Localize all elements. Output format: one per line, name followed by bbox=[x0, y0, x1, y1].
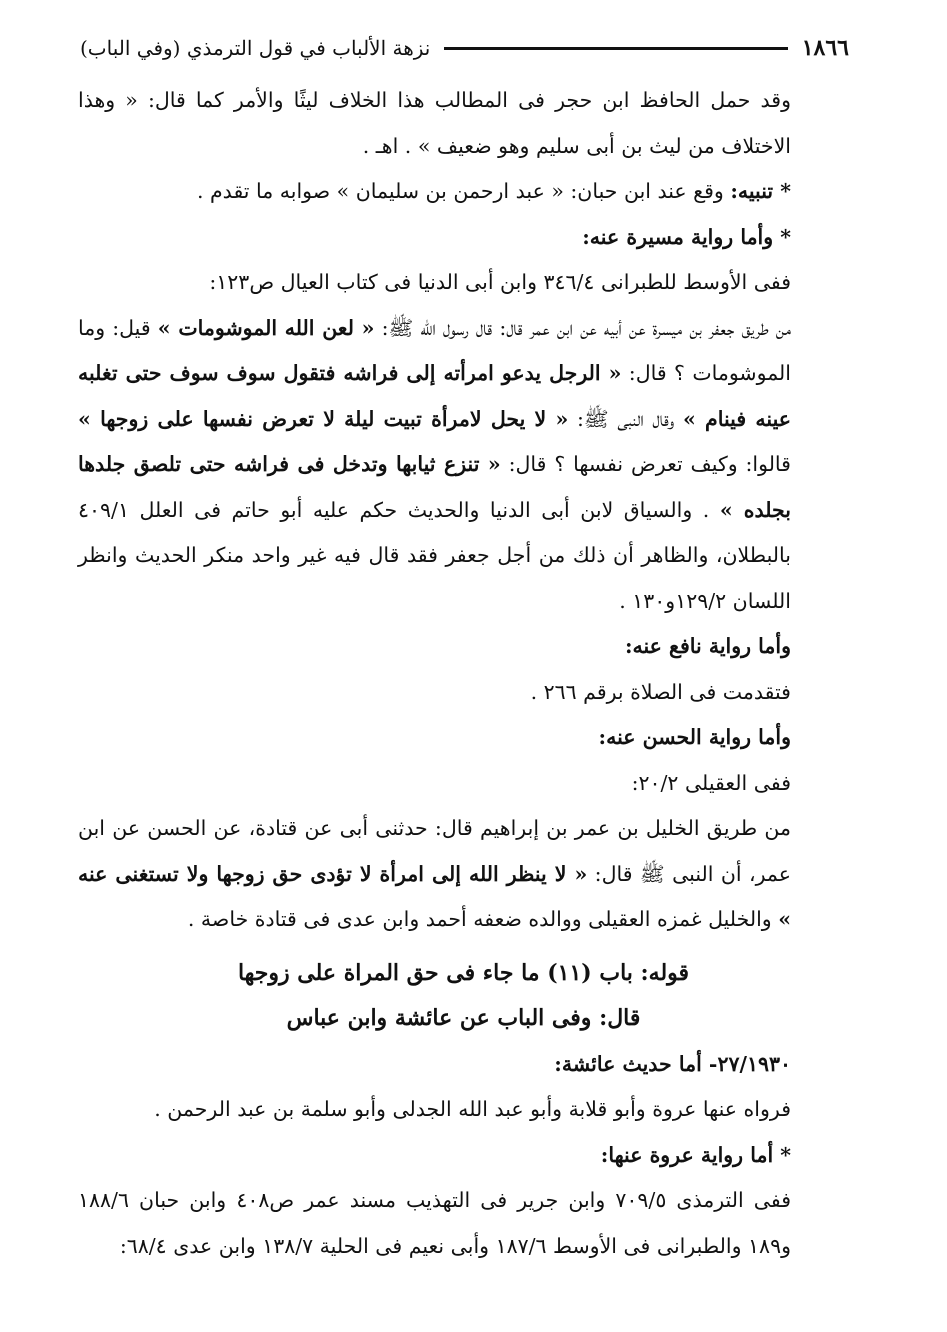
hadith-quote: « لعن الله الموشومات » bbox=[157, 315, 375, 340]
page-number: ١٨٦٦ bbox=[801, 35, 849, 61]
hadith-quote: « لا يحل لامرأة تبيت ليلة لا تعرض نفسها على زوجها » bbox=[78, 406, 569, 431]
subheading: * أما رواية عروة عنها: bbox=[600, 1142, 791, 1167]
chapter-subheading: قال: وفى الباب عن عائشة وابن عباس bbox=[286, 1005, 641, 1031]
note-label: * تنبيه: bbox=[730, 179, 791, 203]
hadith-quote: « الرجل يدعو امرأته إلى فراشه فتقول سوف سوف حتى تغلبه عينه فينام » bbox=[78, 361, 792, 431]
chapter-heading: قوله: باب (١١) ما جاء فى حق المراة على زوجها bbox=[237, 959, 690, 986]
note-paragraph bbox=[78, 169, 849, 215]
hadith-paragraph bbox=[78, 306, 849, 625]
paragraph: فرواه عنها عروة وأبو قلابة وأبو عبد الله الجدلى وأبو سلمة بن عبد الرحمن . bbox=[154, 1097, 791, 1121]
paragraph: وقد حمل الحافظ ابن حجر فى المطالب هذا الخلاف ليثًا والأمر كما قال: « وهذا الاختلاف من ليث بن أبى سليم وهو ضعيف » . اهـ . bbox=[78, 88, 791, 158]
text-run: من طريق جعفر بن ميسرة عن أبيه عن ابن عمر قال: قال رسول الله ﷺ: bbox=[374, 315, 791, 340]
subheading: وأما رواية نافع عنه: bbox=[624, 634, 791, 658]
note-text: وقع عند ابن حبان: « عبد ارحمن بن سليمان » صوابه ما تقدم . bbox=[196, 179, 731, 203]
paragraph: ففى الترمذى ٧٠٩/٥ وابن جرير فى التهذيب مسند عمر ص٤٠٨ وابن حبان ١٨٨/٦ و١٨٩ والطبرانى فى الأوسط ١٨٧/٦ وأبى نعيم فى الحلية ١٣٨/٧ وابن عدى ٦٨/٤: bbox=[78, 1188, 791, 1258]
text-run: قيل: وما الموشومات ؟ قال: bbox=[78, 315, 791, 385]
paragraph: ففى العقيلى ٢٠/٢: bbox=[631, 770, 791, 795]
running-title: نزهة الألباب في قول الترمذي (وفي الباب) bbox=[80, 36, 431, 60]
hadith-paragraph bbox=[78, 806, 849, 943]
page-header bbox=[80, 32, 849, 64]
page-body bbox=[78, 78, 849, 1269]
subheading: وأما رواية الحسن عنه: bbox=[598, 725, 791, 749]
paragraph: فتقدمت فى الصلاة برقم ٢٦٦ . bbox=[530, 679, 791, 704]
subheading: ٢٧/١٩٣٠- أما حديث عائشة: bbox=[554, 1051, 791, 1076]
paragraph: ففى الأوسط للطبرانى ٣٤٦/٤ وابن أبى الدنيا فى كتاب العيال ص١٢٣: bbox=[209, 270, 791, 294]
hadith-quote: « تنزع ثيابها وتدخل فى فراشه حتى تلصق جلدها بجلده » bbox=[78, 452, 791, 522]
text-run: . والسياق لابن أبى الدنيا والحديث حكم عليه أبو حاتم فى العلل ٤٠٩/١ بالبطلان، والظاهر أن ذلك من أجل جعفر فقد قال فيه غير واحد منكر الحديث وانظر اللسان ١٢٩/٢و١٣٠ . bbox=[78, 497, 791, 613]
text-run: وقال النبى ﷺ: bbox=[568, 406, 683, 431]
text-run: من طريق الخليل بن عمر بن إبراهيم قال: حدثنى أبى عن قتادة، عن الحسن عن ابن عمر، أن النبى ﷺ قال: bbox=[78, 816, 792, 886]
subheading: * وأما رواية مسيرة عنه: bbox=[582, 224, 791, 249]
hadith-quote: « لا ينظر الله إلى امرأة لا تؤدى حق زوجها ولا تستغنى عنه » bbox=[78, 861, 791, 931]
header-rule bbox=[444, 47, 787, 50]
text-run: قالوا: وكيف تعرض نفسها ؟ قال: bbox=[500, 452, 791, 476]
text-run: والخليل غمزه العقيلى ووالده ضعفه أحمد وابن عدى فى قتادة خاصة . bbox=[187, 907, 779, 931]
